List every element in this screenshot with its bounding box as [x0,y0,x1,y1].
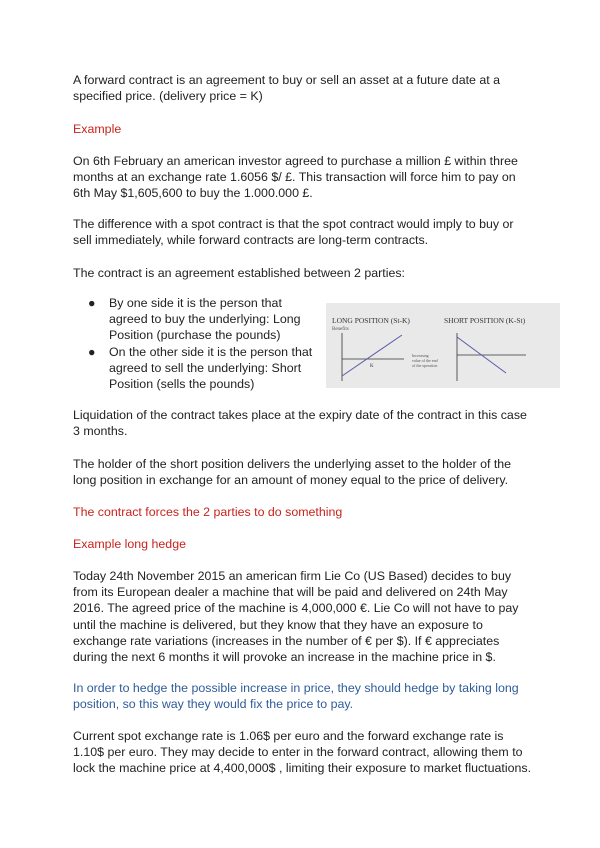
position-payoff-figure [326,303,560,388]
forces-statement: The contract forces the 2 parties to do something [73,505,343,519]
current-rates-paragraph: Current spot exchange rate is 1.06$ per euro and the forward exchange rate is 1.10$ per euro. They may decide to enter in the forward contract, allowing them to lock the machine price at 4,400,000$ , limiting their exposure to market fluctuations. [73,729,532,776]
lie-co-paragraph: Today 24th November 2015 an american firm Lie Co (US Based) decides to buy from its European dealer a machine that will be paid and delivered on 24th May 2016. The agreed price of the machine is 4,000,000 €. Lie Co will not have to pay until the machine is delivered, but they know that they have an exposure to exchange rate variations (increases in the number of € per $). If € appreciates during the next 6 months it will provoke an increase in the machine price in $. [73,569,519,665]
short-holder-paragraph: The holder of the short position delivers the underlying asset to the holder of the long position in exchange for an amount of money equal to the price of delivery. [73,457,512,488]
short-position-title: SHORT POSITION (K-St) [444,316,526,325]
parties-intro-paragraph: The contract is an agreement established between 2 parties: [73,266,405,280]
bullet-marker: ● [88,344,96,359]
list-item [73,295,313,344]
hedge-advice-paragraph: In order to hedge the possible increase in price, they should hedge by taking long position, so this way they would fix the price to pay. [73,681,519,712]
long-hedge-heading: Example long hedge [73,537,186,551]
mid-note-line-3: of the operation [412,363,438,368]
payoff-diagram [326,303,560,388]
spot-difference-paragraph: The difference with a spot contract is that the spot contract would imply to buy or sell immediately, while forward contracts are long-term contracts. [73,217,514,248]
example-heading: Example [73,122,122,136]
example-paragraph: On 6th February an american investor agreed to purchase a million £ within three months at an exchange rate 1.6056 $/ £. This transaction will force him to pay on 6th May $1,605,600 to buy the 1.000.000 £. [73,154,518,201]
long-payoff-line [342,335,402,376]
bullet-marker: ● [88,296,96,310]
list-item [73,344,313,393]
definition-paragraph: A forward contract is an agreement to buy or sell an asset at a future date at a specified price. (delivery price = K) [73,73,501,104]
bullet-text: On the other side it is the person that agreed to sell the underlying: Short Position (sells the pounds) [109,344,313,392]
mid-note-line-2: value of the end [412,358,438,363]
liquidation-paragraph: Liquidation of the contract takes place at the expiry date of the contract in this case 3 months. [73,408,527,439]
strike-label: K [370,364,374,369]
parties-list [73,295,313,392]
bullet-text: By one side it is the person that agreed to buy the underlying: Long Position (purchase the pounds) [109,296,301,343]
long-position-subtitle: Benefits [332,327,349,332]
mid-note-line-1: Increasing [412,353,429,358]
long-position-title: LONG POSITION (St-K) [332,316,410,325]
